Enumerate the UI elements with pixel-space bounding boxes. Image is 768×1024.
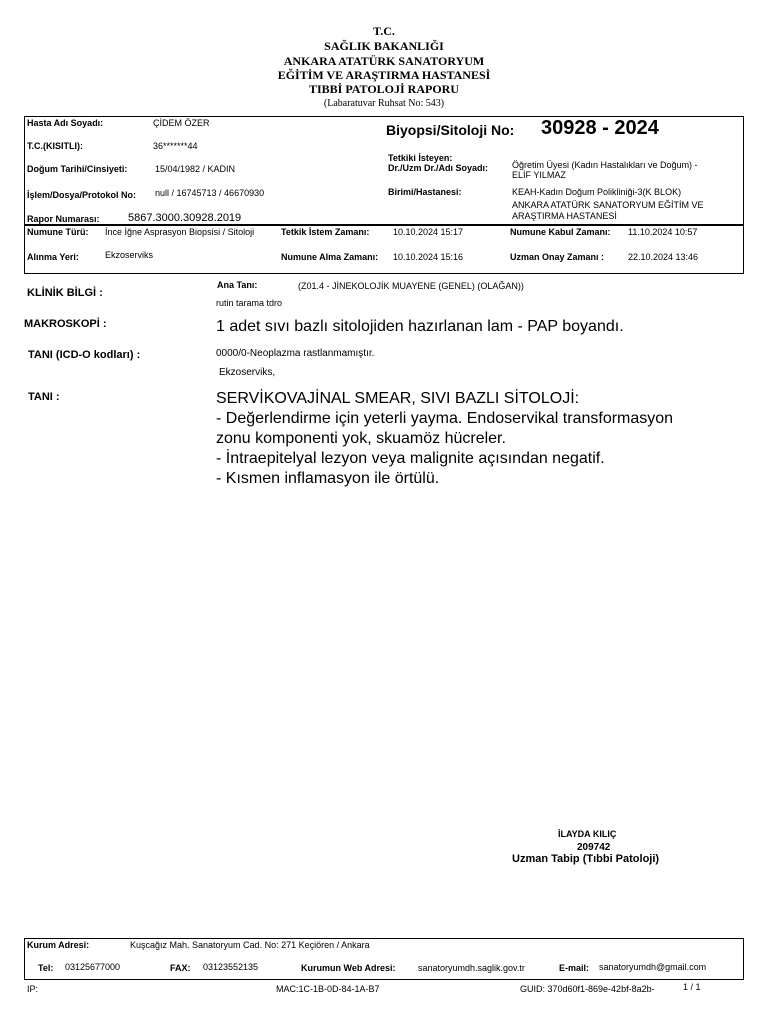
sample-type: İnce İğne Asprasyon Biopsisi / Sitoloji [105, 227, 255, 237]
license-note: (Labaratuvar Ruhsat No: 543) [323, 98, 445, 109]
diagnosis-label: TANI : [28, 391, 60, 403]
address-value: Kuşcağız Mah. Sanatoryum Cad. No: 271 Keçiören / Ankara [130, 940, 370, 950]
signer-name: İLAYDA KILIÇ [558, 829, 617, 839]
header-ministry: SAĞLIK BAKANLIĞI [324, 39, 444, 53]
accept-time: 11.10.2024 10:57 [628, 227, 698, 237]
clinic-label: KLİNİK BİLGİ : [27, 287, 103, 299]
icd-code: 0000/0-Neoplazma rastlanmamıştır. [216, 348, 375, 359]
birth-label: Doğum Tarihi/Cinsiyeti: [27, 164, 128, 174]
birth-value: 15/04/1982 / KADIN [155, 164, 236, 174]
report-number: 5867.3000.30928.2019 [128, 212, 242, 224]
macroscopy-label: MAKROSKOPİ : [24, 318, 107, 330]
taken-time: 10.10.2024 15:16 [393, 252, 464, 262]
icd-site: Ekzoserviks, [219, 367, 276, 378]
approve-time-label: Uzman Onay Zamanı : [510, 252, 605, 262]
biopsy-label: Biyopsi/Sitoloji No: [386, 122, 515, 138]
request-time-label: Tetkik İstem Zamanı: [281, 227, 370, 237]
web-label: Kurumun Web Adresi: [301, 963, 396, 973]
signer-title: Uzman Tabip (Tıbbi Patoloji) [512, 853, 660, 865]
tc-value: 36*******44 [153, 141, 198, 151]
signer-id: 209742 [577, 842, 611, 853]
report-number-label: Rapor Numarası: [27, 214, 100, 224]
web-value: sanatoryumdh.saglik.gov.tr [418, 963, 525, 973]
unit-value-3: ARAŞTIRMA HASTANESİ [512, 211, 617, 221]
approve-time: 22.10.2024 13:46 [628, 252, 699, 262]
request-time: 10.10.2024 15:17 [393, 227, 464, 237]
mac-value: MAC:1C-1B-0D-84-1A-B7 [276, 984, 380, 994]
requester-title: Öğretim Üyesi (Kadın Hastalıkları ve Doğum) - [512, 160, 698, 170]
unit-value-1: KEAH-Kadın Doğum Polikliniği-3(K BLOK) [512, 187, 682, 197]
guid-value: GUID: 370d60f1-869e-42bf-8a2b- [520, 984, 655, 994]
header-hospital: ANKARA ATATÜRK SANATORYUM [283, 54, 485, 68]
diagnosis-line-1: SERVİKOVAJİNAL SMEAR, SIVI BAZLI SİTOLOJİ: [216, 390, 580, 407]
address-label: Kurum Adresi: [27, 940, 90, 950]
diagnosis-line-4: - İntraepitelyal lezyon veya malignite açısından negatif. [216, 450, 605, 467]
site-value: Ekzoserviks [105, 250, 154, 260]
tel-value: 03125677000 [65, 962, 121, 972]
diagnosis-line-3: zonu komponenti yok, skuamöz hücreler. [216, 430, 506, 447]
accept-time-label: Numune Kabul Zamanı: [510, 227, 611, 237]
patient-name-label: Hasta Adı Soyadı: [27, 118, 104, 128]
fax-label: FAX: [170, 963, 191, 973]
macroscopy-text: 1 adet sıvı bazlı sitolojiden hazırlanan lam - PAP boyandı. [216, 318, 624, 335]
diagnosis-line-2: - Değerlendirme için yeterli yayma. Endoservikal transformasyon [216, 410, 674, 427]
protocol-value: null / 16745713 / 46670930 [155, 188, 265, 198]
main-diagnosis-label: Ana Tanı: [217, 280, 258, 290]
biopsy-number: 30928 - 2024 [541, 117, 659, 139]
requester-name: ELİF YILMAZ [512, 170, 566, 180]
ip-label: IP: [27, 984, 39, 994]
icd-label: TANI (ICD-O kodları) : [28, 349, 141, 361]
page-number: 1 / 1 [683, 982, 701, 992]
fax-value: 03123552135 [203, 962, 259, 972]
unit-value-2: ANKARA ATATÜRK SANATORYUM EĞİTİM VE [512, 200, 704, 210]
unit-label: Birimi/Hastanesi: [388, 187, 462, 197]
report-title: TIBBİ PATOLOJİ RAPORU [308, 82, 460, 96]
tel-label: Tel: [38, 963, 54, 973]
patient-name: ÇİDEM ÖZER [153, 118, 210, 128]
header-tc: T.C. [373, 24, 395, 38]
main-diagnosis: (Z01.4 - JİNEKOLOJİK MUAYENE (GENEL) (OLAĞAN)) [298, 281, 524, 291]
taken-time-label: Numune Alma Zamanı: [281, 252, 379, 262]
sample-type-label: Numune Türü: [27, 227, 89, 237]
site-label: Alınma Yeri: [27, 252, 79, 262]
requester-label-1: Tetkiki İsteyen: [388, 153, 453, 163]
header-hospital-sub: EĞİTİM VE ARAŞTIRMA HASTANESİ [277, 68, 491, 82]
email-label: E-mail: [559, 963, 590, 973]
tc-label: T.C.(KISITLI): [27, 141, 83, 151]
email-value: sanatoryumdh@gmail.com [599, 962, 707, 972]
requester-label-2: Dr./Uzm Dr./Adı Soyadı: [388, 163, 489, 173]
diagnosis-line-5: - Kısmen inflamasyon ile örtülü. [216, 470, 440, 487]
clinic-note: rutin tarama tdro [216, 298, 283, 308]
protocol-label: İşlem/Dosya/Protokol No: [27, 190, 137, 200]
